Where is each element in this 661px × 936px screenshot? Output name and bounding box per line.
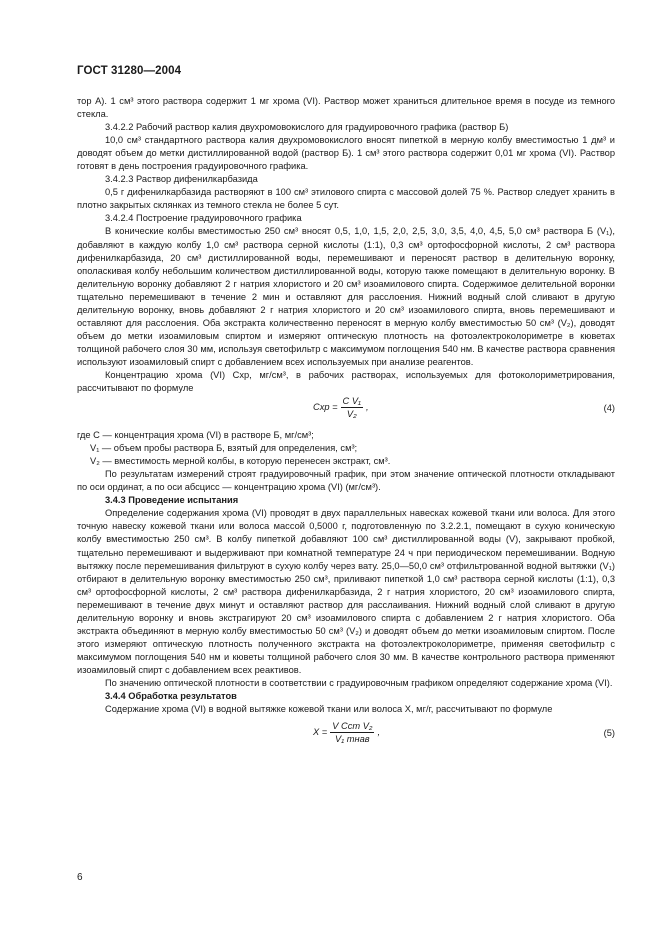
paragraph: тор А). 1 см³ этого раствора содержит 1 мг хрома (VI). Раствор может храниться длительное время в посуде из темного стекла. [77,96,615,120]
subsection-title: 3.4.2.2 Рабочий раствор калия двухромовокислого для градуировочного графика (раствор Б) [105,122,509,133]
formula-5 [77,716,615,754]
formula-4-lhs: Cхр = [313,402,338,413]
paragraph: 10,0 см³ стандартного раствора калия двухромовокислого вносят пипеткой в мерную колбу вместимостью 1 дм³ и доводят объем до метки дистиллированной водой (раствор Б). 1 см³ этого раствора содержит 0,01 мг хрома (VI). Раствор готовят в день построения градуировочного графика. [77,135,615,172]
paragraph: Концентрацию хрома (VI) Cхр, мг/см³, в рабочих растворах, используемых для фотоколориметрирования, рассчитывают по формуле [77,369,615,394]
where-line: V₂ — вместимость мерной колбы, в которую перенесен экстракт, см³. [90,456,391,467]
formula-4-fraction [341,395,363,420]
formula-5-denominator: V₁ mнав [335,734,370,745]
where-line: V₁ — объем пробы раствора Б, взятый для определения, см³; [90,443,358,454]
paragraph: Определение содержания хрома (VI) проводят в двух параллельных навесках кожевой ткани или волоса. Для этого точную навеску кожевой ткани или волоса массой 0,5000 г, подготовленную по 3.2.2.1, помещают в сухую коническую колбу вместимостью 250 см³. В колбу пипеткой добавляют 100 см³ дистиллированной воды (V), закрывают пробкой, тщательно перемешивают и выдерживают при комнатной температуре 24 ч при периодическом перемешивании. Водную вытяжку после перемешивания фильтруют в сухую колбу через вату. 25,0—50,0 см³ отфильтрованной водной вытяжки (V₁) отбирают в делительную воронку вместимостью 250 см³, приливают пипеткой 1,0 см³ раствора серной кислоты (1:1), 0,3 см³ ортофосфорной кислоты, 2 см³ раствора дифенилкарбазида, 2 г натрия хлористого, 20 см³ изоамилового спирта, перемешивают в течение двух минут и оставляют раствор для расслаивания. Нижний водный слой сливают в другую делительную воронку и вновь экстрагируют 20 см³ изоамилового спирта с добавлением 2 г натрия хлористого. Оба экстракта объединяют в мерную колбу вместимостью 50 см³ (V₂) и доводят объем до метки изоамиловым спиртом. После этого измеряют оптическую плотность полученного экстракта на фотоэлектроколориметре, применяя светофильтр с максимумом поглощения 540 нм и кюветы толщиной рабочего слоя 30 мм. В качестве контрольного раствора применяют изоамиловый спирт с добавлением всех реактивов. [77,508,615,675]
formula-5-fraction [330,720,374,745]
formula-4-tail: , [365,402,369,413]
formula-5-numerator: V Cст V₂ [332,721,373,732]
paragraph: В конические колбы вместимостью 250 см³ вносят 0,5, 1,0, 1,5, 2,0, 2,5, 3,0, 3,5, 4,0, 4,5, 5,0 см³ раствора Б (V₁), добавляют в каждую колбу 1,0 см³ раствора серной кислоты (1:1), 0,3 см³ ортофосфорной кислоты, 2 см³ раствора дифенилкарбазида, 20 см³ дистиллированной воды, перемешивают и переносят раствор в делительную воронку, ополаскивая колбу небольшим количеством дистиллированной воды, которую также помещают в делительную воронку. В делительную воронку добавляют 2 г натрия хлористого и 20 см³ изоамилового спирта. Содержимое делительной воронки тщательно перемешивают в течение 2 мин и оставляют для расслоения. Нижний водный слой сливают в другую делительную воронку, вновь добавляют 2 г натрия хлористого и 20 см³ изоамилового спирта, вновь перемешивают и оставляют для расслоения. Оба экстракта количественно переносят в мерную колбу вместимостью 50 см³ (V₂), доводят объем до метки изоамиловым спиртом и измеряют оптическую плотность на фотоэлектроколориметре в кюветах толщиной рабочего слоя 30 мм, используя светофильтр с максимумом поглощения 540 нм. В качестве раствора сравнения используют изоамиловый спирт с добавлением всех используемых при анализе реагентов. [77,226,615,367]
formula-4 [77,395,615,429]
paragraph: По значению оптической плотности в соответствии с градуировочным графиком определяют содержание хрома (VI). [105,677,613,688]
formula-4-expression [313,395,369,420]
formula-5-tail: , [377,727,381,738]
subsection-title: 3.4.2.4 Построение градуировочного графика [105,213,302,224]
section-heading: 3.4.3 Проведение испытания [105,495,239,506]
formula-5-number: (5) [603,728,615,739]
page-number: 6 [77,872,83,883]
paragraph: По результатам измерений строят градуировочный график, при этом значение оптической плотности откладывают по оси ординат, а по оси абсцисс — концентрацию хрома (VI) (мг/см³). [77,469,615,493]
formula-5-lhs: X = [313,727,328,738]
formula-4-denominator: V₂ [346,409,357,420]
section-heading: 3.4.4 Обработка результатов [105,691,237,702]
document-body [77,95,615,754]
subsection-title: 3.4.2.3 Раствор дифенилкарбазида [105,174,258,185]
formula-4-number: (4) [603,403,615,414]
page-header: ГОСТ 31280—2004 [77,65,182,77]
paragraph: 0,5 г дифенилкарбазида растворяют в 100 см³ этилового спирта с массовой долей 75 %. Раствор следует хранить в плотно закрытых склянках из темного стекла не более 5 сут. [77,187,615,211]
formula-4-numerator: C V₁ [342,396,361,407]
where-line: где C — концентрация хрома (VI) в растворе Б, мг/см³; [77,430,314,441]
formula-5-expression [313,720,380,745]
paragraph: Содержание хрома (VI) в водной вытяжке кожевой ткани или волоса X, мг/г, рассчитывают по формуле [105,704,553,715]
